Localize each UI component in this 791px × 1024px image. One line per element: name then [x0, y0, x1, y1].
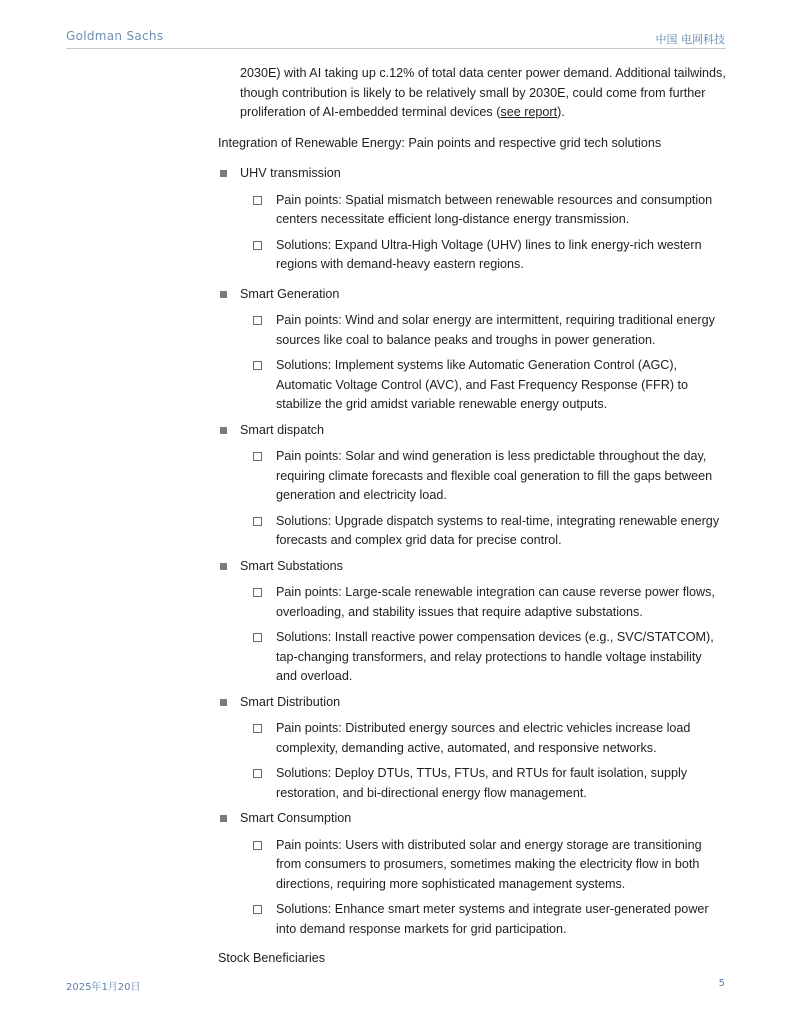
pain-text: Pain points: Distributed energy sources and electric vehicles increase load complexity, demanding active, automated, and responsive networks. [276, 721, 691, 755]
pain-text: Pain points: Large-scale renewable integration can cause reverse power flows, overloading, and stability issues that require adaptive substations. [276, 585, 715, 619]
square-bullet-icon [220, 170, 227, 177]
bullet-group-generation [218, 285, 726, 415]
bullet-group-substations [218, 557, 726, 687]
see-report-link[interactable]: see report [500, 105, 558, 119]
sub-item-solution [218, 512, 726, 551]
page-body [218, 64, 726, 980]
checkbox-bullet-icon [253, 517, 262, 526]
checkbox-bullet-icon [253, 241, 262, 250]
sub-item-pain [218, 447, 726, 506]
checkbox-bullet-icon [253, 841, 262, 850]
checkbox-bullet-icon [253, 633, 262, 642]
pain-text: Pain points: Spatial mismatch between renewable resources and consumption centers necessitate efficient long-distance energy transmission. [276, 192, 713, 226]
square-bullet-icon [220, 699, 227, 706]
bullet-title: Smart Substations [240, 558, 343, 573]
checkbox-bullet-icon [253, 452, 262, 461]
square-bullet-icon [220, 291, 227, 298]
solution-text: Solutions: Implement systems like Automatic Generation Control (AGC), Automatic Voltage Control (AVC), and Fast Frequency Response (FFR) to stabilize the grid amidst variable renewable energy outputs. [276, 358, 689, 411]
solution-text: Solutions: Install reactive power compensation devices (e.g., SVC/STATCOM), tap-changing transformers, and relay protections to handle voltage instability and overload. [276, 630, 714, 683]
intro-text-after: ). [557, 105, 565, 119]
checkbox-bullet-icon [253, 316, 262, 325]
brand-name: Goldman Sachs [66, 29, 164, 43]
square-bullet-icon [220, 427, 227, 434]
page-number: 5 [718, 978, 725, 989]
sub-item-pain [218, 836, 726, 895]
bullet-group-uhv [218, 164, 726, 275]
bullet-item [218, 809, 726, 829]
bullet-title: Smart Distribution [240, 694, 341, 709]
square-bullet-icon [220, 563, 227, 570]
checkbox-bullet-icon [253, 724, 262, 733]
bullet-item [218, 421, 726, 441]
bullet-item [218, 164, 726, 184]
report-title: 中国 电网科技 [655, 33, 725, 46]
bullet-group-consumption [218, 809, 726, 939]
bullet-title: UHV transmission [240, 166, 341, 180]
bullet-group-distribution [218, 693, 726, 804]
bullet-title: Smart dispatch [240, 422, 324, 437]
pain-text: Pain points: Users with distributed solar and energy storage are transitioning from consumers to prosumers, sometimes making the electricity flow in both directions, requiring more sophisticated management systems. [276, 837, 702, 891]
header-divider [66, 48, 726, 49]
sub-item-pain [218, 311, 726, 350]
intro-paragraph [240, 64, 726, 123]
solution-text: Solutions: Enhance smart meter systems and integrate user-generated power into demand response markets for grid participation. [276, 902, 709, 936]
checkbox-bullet-icon [253, 769, 262, 778]
sub-item-solution [218, 236, 726, 275]
sub-item-pain [218, 719, 726, 758]
sub-item-solution [218, 628, 726, 687]
solution-text: Solutions: Deploy DTUs, TTUs, FTUs, and RTUs for fault isolation, supply restoration, and bi-directional energy flow management. [276, 766, 688, 800]
sub-item-pain [218, 191, 726, 230]
solution-text: Solutions: Expand Ultra-High Voltage (UHV) lines to link energy-rich western regions with demand-heavy eastern regions. [276, 237, 702, 271]
bullet-item [218, 693, 726, 713]
sub-item-solution [218, 356, 726, 415]
checkbox-bullet-icon [253, 361, 262, 370]
bullet-group-dispatch [218, 421, 726, 551]
bullet-title: Smart Generation [240, 286, 340, 301]
bullet-item [218, 557, 726, 577]
pain-text: Pain points: Solar and wind generation is less predictable throughout the day, requiring climate forecasts and flexible coal generation to fill the gaps between generation and electricity load. [276, 449, 713, 502]
checkbox-bullet-icon [253, 196, 262, 205]
checkbox-bullet-icon [253, 905, 262, 914]
sub-item-solution [218, 764, 726, 803]
pain-text: Pain points: Wind and solar energy are intermittent, requiring traditional energy sources like coal to balance peaks and troughs in power generation. [276, 313, 715, 347]
stock-beneficiaries-heading: Stock Beneficiaries [218, 951, 326, 965]
intro-text-before: 2030E) with AI taking up c.12% of total data center power demand. Additional tailwinds, though contribution is likely to be relatively small by 2030E, could come from further proliferation of AI-embedded terminal devices ( [240, 66, 726, 119]
bullet-item [218, 285, 726, 305]
sub-item-pain [218, 583, 726, 622]
solution-text: Solutions: Upgrade dispatch systems to real-time, integrating renewable energy forecasts and complex grid data for precise control. [276, 513, 720, 547]
checkbox-bullet-icon [253, 588, 262, 597]
square-bullet-icon [220, 815, 227, 822]
bullet-title: Smart Consumption [240, 811, 352, 825]
report-date: 2025年1月20日 [66, 982, 141, 993]
sub-item-solution [218, 900, 726, 939]
section-heading: Integration of Renewable Energy: Pain points and respective grid tech solutions [218, 135, 662, 150]
